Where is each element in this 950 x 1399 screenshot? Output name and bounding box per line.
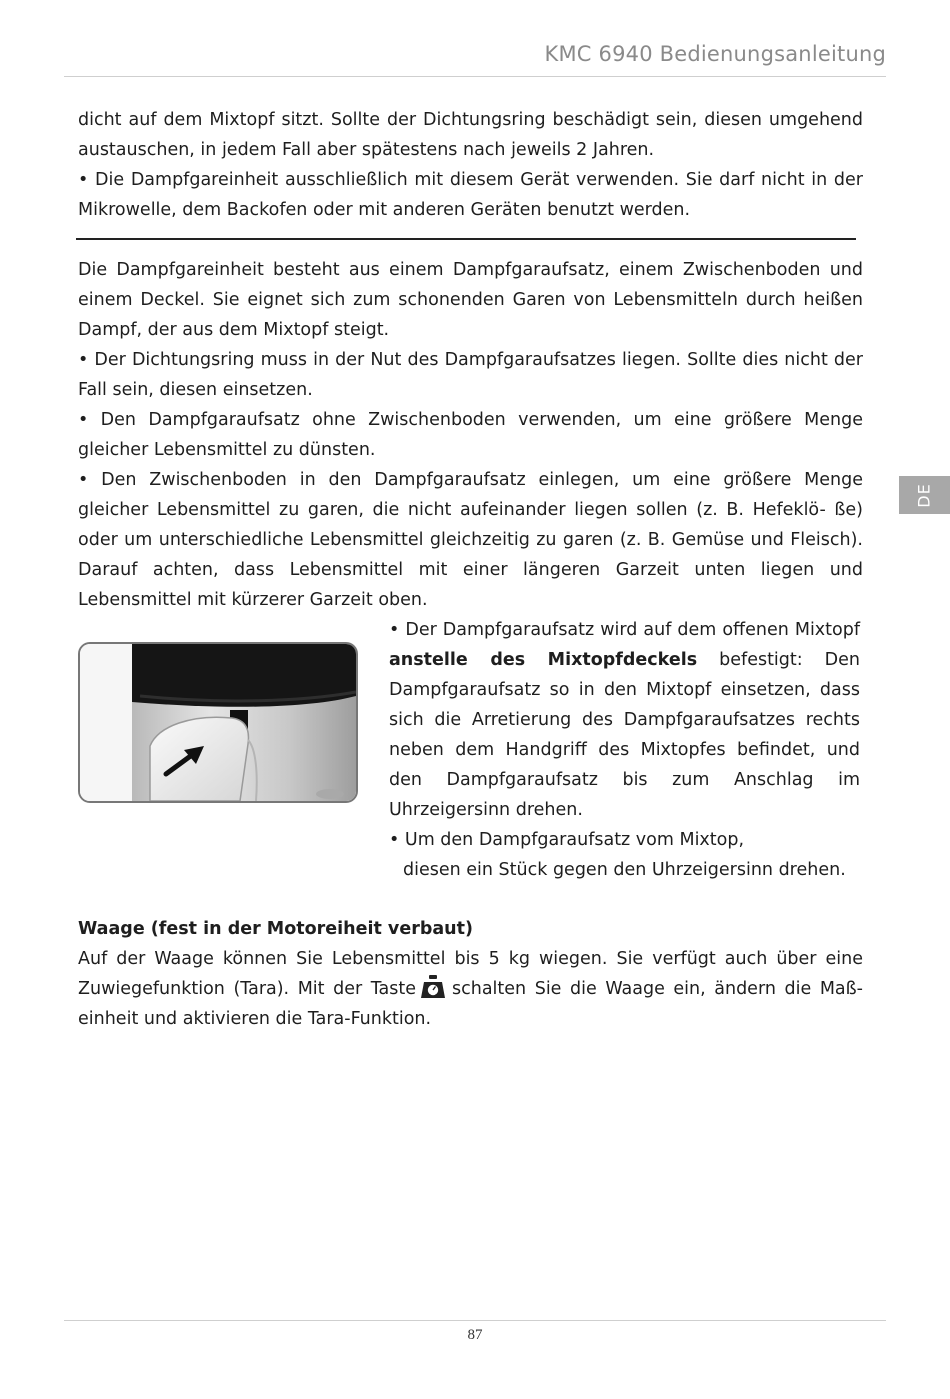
scale-section [78, 914, 863, 1034]
language-tab-label: DE [915, 482, 934, 508]
emphasis-text: anstelle des Mixtopfdeckels [389, 650, 698, 670]
photo-illustration [80, 644, 356, 801]
bullet-item [389, 615, 860, 825]
bullet-item: • Die Dampfgareinheit ausschließlich mit diesem Gerät verwenden. Sie darf nicht in der Mikrowelle, dem Backofen oder mit anderen Geräten benutzt werden. [78, 170, 863, 220]
text-span: schalten Sie die Waage ein, ändern die Maßeinheit und aktivieren die Tara-Funktion. [78, 979, 863, 1029]
section-heading: Waage (fest in der Motoreiheit verbaut) [78, 919, 473, 939]
page-number: 87 [467, 1327, 483, 1343]
language-tab [899, 476, 950, 514]
text-span: befestigt: Den Dampfgaraufsatz so in den Mixtopf einsetzen, dass sich die Arretierung des Dampfgaraufsatzes rechts neben dem Handgriff des Mixtopfes befindet, und den Dampfgaraufsatz bis zum Anschlag im Uhrzeigersinn drehen. [389, 650, 861, 820]
text-span: Auf der Waage können Sie Lebensmittel bis 5 kg wiegen. Sie verfügt auch über eine Zuwiegefunktion (Tara). Mit der Taste [78, 949, 863, 999]
paragraph: Die Dampfgareinheit besteht aus einem Dampfgaraufsatz, einem Zwischenboden und einem Deckel. Sie eignet sich zum schonenden Garen von Lebensmitteln durch heißen Dampf, der aus dem Mixtopf steigt. [78, 260, 863, 340]
footer-divider [64, 1320, 886, 1321]
attachment-text-block [389, 615, 860, 885]
bullet-continuation: diesen ein Stück gegen den Uhrzeigersinn drehen. [403, 860, 846, 880]
paragraph [78, 944, 863, 1034]
document-title: KMC 6940 Bedienungsanleitung [544, 42, 886, 66]
text-span: • Der Dampfgaraufsatz wird auf dem offenen Mixtopf [389, 620, 860, 640]
bullet-item: • Um den Dampfgaraufsatz vom Mixtop, [389, 830, 745, 850]
bullet-item: • Den Dampfgaraufsatz ohne Zwischenboden verwenden, um eine größere Menge gleicher Lebensmittel zu dünsten. [78, 410, 863, 460]
paragraph: dicht auf dem Mixtopf sitzt. Sollte der Dichtungsring beschädigt sein, diesen umgehend austauschen, in jedem Fall aber spätestens nach jeweils 2 Jahren. [78, 110, 863, 160]
scale-icon [420, 974, 446, 1000]
section-divider [76, 238, 856, 240]
steam-unit-text-block [78, 255, 863, 615]
header-divider [64, 76, 886, 77]
steam-attachment-photo [78, 642, 358, 803]
bullet-item: • Den Zwischenboden in den Dampfgaraufsatz einlegen, um eine größere Menge gleicher Lebensmittel zu garen, die nicht aufeinander liegen sollen (z. B. Hefeklö- ße) oder um unterschiedliche Lebensmittel gleichzeitig zu garen (z. B. Gemüse und Fleisch). Darauf achten, dass Lebensmittel mit einer längeren Garzeit unten liegen und Lebensmittel mit kürzerer Garzeit oben. [78, 470, 863, 610]
bullet-item: • Der Dichtungsring muss in der Nut des Dampfgaraufsatzes liegen. Sollte dies nicht der Fall sein, diesen einsetzen. [78, 350, 863, 400]
intro-text-block [78, 105, 863, 225]
